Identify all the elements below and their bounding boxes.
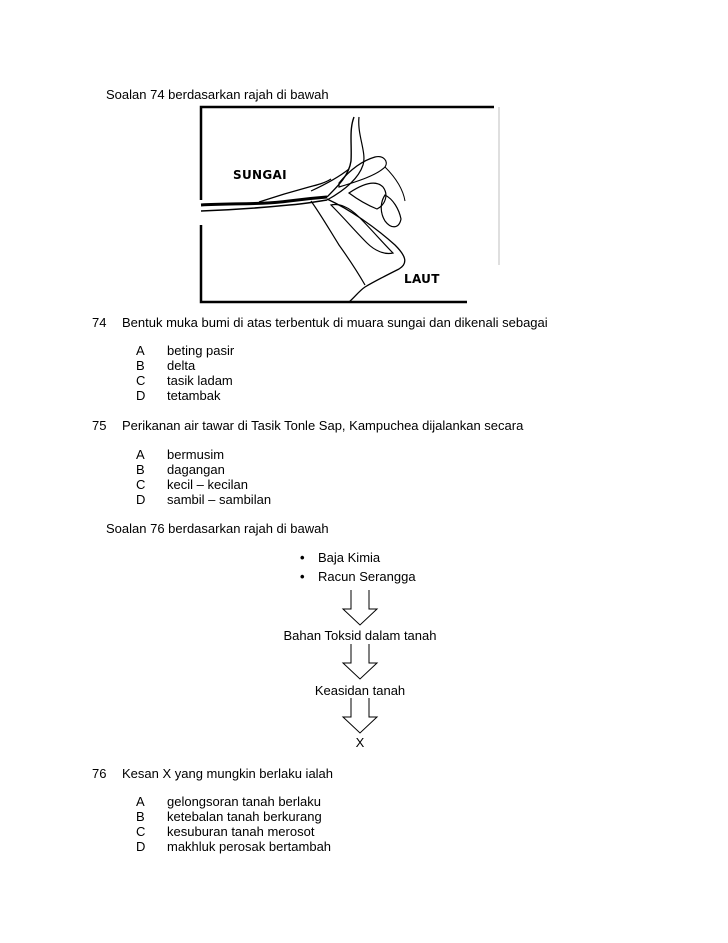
q76-option-c-text[interactable]: kesuburan tanah merosot xyxy=(167,824,315,839)
bullet-icon: • xyxy=(300,569,305,584)
down-arrow-icon xyxy=(340,697,380,735)
q76-option-d-letter[interactable]: D xyxy=(136,839,146,854)
flow-bullet-2 xyxy=(300,568,416,586)
down-arrow-icon xyxy=(340,643,380,681)
map-label-sea: LAUT xyxy=(404,272,440,286)
river-distributary-upper xyxy=(327,117,354,197)
q74-option-b-text[interactable]: delta xyxy=(167,358,196,373)
flow-step-x: X xyxy=(355,735,365,750)
q76-option-a-letter[interactable]: A xyxy=(136,794,145,809)
q75-option-a-text[interactable]: bermusim xyxy=(167,447,225,462)
question-76-text: Kesan X yang mungkin berlaku ialah xyxy=(122,766,334,781)
river-main-channel xyxy=(201,197,327,205)
delta-island-3 xyxy=(381,195,401,227)
q74-option-b-letter[interactable]: B xyxy=(136,358,145,373)
flow-bullet-2-text: Racun Serangga xyxy=(318,569,416,584)
q76-option-d-text[interactable]: makhluk perosak bertambah xyxy=(167,839,332,854)
q75-option-d-text[interactable]: sambil – sambilan xyxy=(167,492,272,507)
q75-option-c-text[interactable]: kecil – kecilan xyxy=(167,477,248,492)
q74-option-a-letter[interactable]: A xyxy=(136,343,145,358)
q76-option-b-letter[interactable]: B xyxy=(136,809,145,824)
coastline xyxy=(327,199,405,302)
down-arrow-icon xyxy=(340,589,380,627)
q74-option-c-text[interactable]: tasik ladam xyxy=(167,373,233,388)
map-label-river: SUNGAI xyxy=(233,168,287,182)
q76-option-a-text[interactable]: gelongsoran tanah berlaku xyxy=(167,794,321,809)
q74-option-d-letter[interactable]: D xyxy=(136,388,146,403)
flow-step-toxic-substances: Bahan Toksid dalam tanah xyxy=(283,628,437,643)
flow-bullet-1 xyxy=(300,549,380,567)
q74-option-c-letter[interactable]: C xyxy=(136,373,146,388)
intro-question-74: Soalan 74 berdasarkan rajah di bawah xyxy=(106,87,329,102)
q76-option-b-text[interactable]: ketebalan tanah berkurang xyxy=(167,809,322,824)
bullet-icon: • xyxy=(300,550,305,565)
q74-option-a-text[interactable]: beting pasir xyxy=(167,343,235,358)
delta-island-2 xyxy=(349,183,386,209)
delta-map-figure xyxy=(199,105,533,305)
q75-option-d-letter[interactable]: D xyxy=(136,492,146,507)
q75-option-b-text[interactable]: dagangan xyxy=(167,462,225,477)
question-75-text: Perikanan air tawar di Tasik Tonle Sap, Kampuchea dijalankan secara xyxy=(122,418,524,433)
question-75-number: 75 xyxy=(92,418,107,433)
q75-option-a-letter[interactable]: A xyxy=(136,447,145,462)
q76-option-c-letter[interactable]: C xyxy=(136,824,146,839)
question-76-number: 76 xyxy=(92,766,107,781)
question-74-number: 74 xyxy=(92,315,107,330)
q75-option-c-letter[interactable]: C xyxy=(136,477,146,492)
river-distributary-lower xyxy=(311,201,365,285)
question-74-text: Bentuk muka bumi di atas terbentuk di muara sungai dan dikenali sebagai xyxy=(122,315,548,330)
intro-question-76: Soalan 76 berdasarkan rajah di bawah xyxy=(106,521,329,536)
flow-bullet-1-text: Baja Kimia xyxy=(318,550,381,565)
q75-option-b-letter[interactable]: B xyxy=(136,462,145,477)
flow-step-soil-acidity: Keasidan tanah xyxy=(314,683,406,698)
q74-option-d-text[interactable]: tetambak xyxy=(167,388,221,403)
